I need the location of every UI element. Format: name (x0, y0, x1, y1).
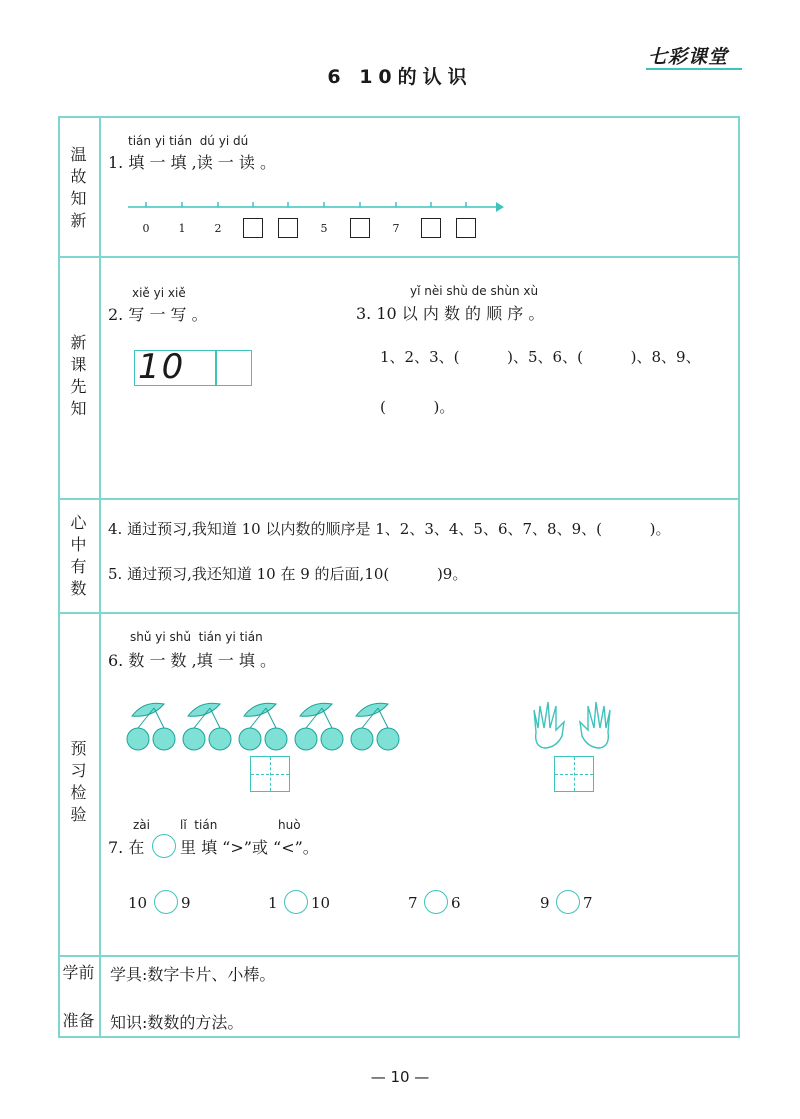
q7-pinyin-zai: zài (133, 818, 150, 832)
cherry-icon (377, 728, 399, 750)
cherry-icon (183, 728, 205, 750)
cherry-icon (127, 728, 149, 750)
sample-number-10: 10 (138, 347, 186, 387)
q6-text: 6. 数 一 数 ,填 一 填 。 (108, 651, 276, 670)
cherry-leaf-icon (132, 703, 164, 716)
compare-3-circle[interactable] (424, 890, 448, 914)
answer-box-8[interactable] (421, 218, 441, 238)
tick-label-1: 1 (178, 222, 186, 235)
writing-grid-divider (215, 350, 217, 386)
answer-box-9[interactable] (456, 218, 476, 238)
section-label-check: 预 习 检 验 (70, 739, 87, 824)
cherry-icon (295, 728, 317, 750)
section-divider-3 (58, 612, 740, 614)
q3-text: 3. 10 以 内 数 的 顺 序 。 (356, 304, 545, 323)
section-label-prep-1: 学前 (62, 963, 95, 982)
q7-suffix: 里 填 “>”或 “<”。 (180, 838, 319, 857)
section-divider-4 (58, 955, 740, 957)
page-number: — 10 — (370, 1068, 430, 1086)
q2-pinyin: xiě yi xiě (132, 286, 186, 300)
tick-label-0: 0 (142, 222, 150, 235)
cherry-icon (153, 728, 175, 750)
q2-text: 2. 写 一 写 。 (108, 305, 208, 324)
section-label-summary: 心 中 有 数 (70, 513, 87, 598)
compare-4-left: 9 (540, 894, 550, 912)
compare-3-right: 6 (451, 894, 461, 912)
section-divider-1 (58, 256, 740, 258)
cherry-icon (321, 728, 343, 750)
q3-sequence-line2[interactable]: ( )。 (380, 398, 455, 416)
right-hand-icon (580, 702, 610, 748)
cherry-leaf-icon (356, 703, 388, 716)
left-hand-icon (534, 702, 564, 748)
compare-3-left: 7 (408, 894, 418, 912)
cherry-icon (265, 728, 287, 750)
tick-label-2: 2 (214, 222, 222, 235)
q7-pinyin-huo: huò (278, 818, 301, 832)
section-divider-2 (58, 498, 740, 500)
brand-underline (646, 68, 742, 70)
cherry-icon (239, 728, 261, 750)
hands-illustration (526, 692, 618, 752)
answer-box-6[interactable] (350, 218, 370, 238)
q5-text[interactable]: 5. 通过预习,我还知道 10 在 9 的后面,10( )9。 (108, 565, 468, 583)
prep-knowledge: 知识:数数的方法。 (110, 1013, 244, 1032)
compare-1-right: 9 (181, 894, 191, 912)
label-column-divider (99, 116, 101, 1038)
q3-sequence-line1[interactable]: 1、2、3、( )、5、6、( )、8、9、 (380, 348, 701, 366)
compare-1-left: 10 (128, 894, 148, 912)
cherry-leaf-icon (244, 703, 276, 716)
q7-example-circle (152, 834, 176, 858)
tick-label-5: 5 (320, 222, 328, 235)
compare-4-circle[interactable] (556, 890, 580, 914)
cherries-illustration (124, 696, 418, 752)
prep-tools: 学具:数字卡片、小棒。 (110, 965, 276, 984)
q3-pinyin: yǐ nèi shù de shùn xù (410, 284, 539, 298)
cherry-count-box[interactable] (250, 756, 290, 792)
section-label-preview: 新 课 先 知 (70, 333, 87, 418)
answer-box-4[interactable] (278, 218, 298, 238)
number-line (126, 198, 506, 218)
cherry-icon (209, 728, 231, 750)
brand-logo: 七彩课堂 (648, 46, 729, 68)
finger-count-box[interactable] (554, 756, 594, 792)
q1-text: 1. 填 一 填 ,读 一 读 。 (108, 153, 276, 172)
compare-4-right: 7 (583, 894, 593, 912)
q1-pinyin: tián yi tián dú yi dú (128, 134, 249, 148)
tick-label-7: 7 (392, 222, 400, 235)
page-title: 6 10的认识 (327, 66, 473, 88)
q7-prefix: 7. 在 (108, 838, 145, 857)
section-label-review: 温 故 知 新 (70, 145, 87, 230)
q6-pinyin: shǔ yi shǔ tián yi tián (130, 630, 263, 644)
cherry-leaf-icon (188, 703, 220, 716)
cherry-leaf-icon (300, 703, 332, 716)
cherry-icon (351, 728, 373, 750)
compare-2-circle[interactable] (284, 890, 308, 914)
compare-2-left: 1 (268, 894, 278, 912)
section-label-prep-2: 准备 (62, 1011, 95, 1030)
compare-2-right: 10 (311, 894, 331, 912)
compare-1-circle[interactable] (154, 890, 178, 914)
answer-box-3[interactable] (243, 218, 263, 238)
q4-text[interactable]: 4. 通过预习,我知道 10 以内数的顺序是 1、2、3、4、5、6、7、8、9、( )。 (108, 520, 671, 538)
q7-pinyin-li-tian: lǐ tián (180, 818, 218, 832)
